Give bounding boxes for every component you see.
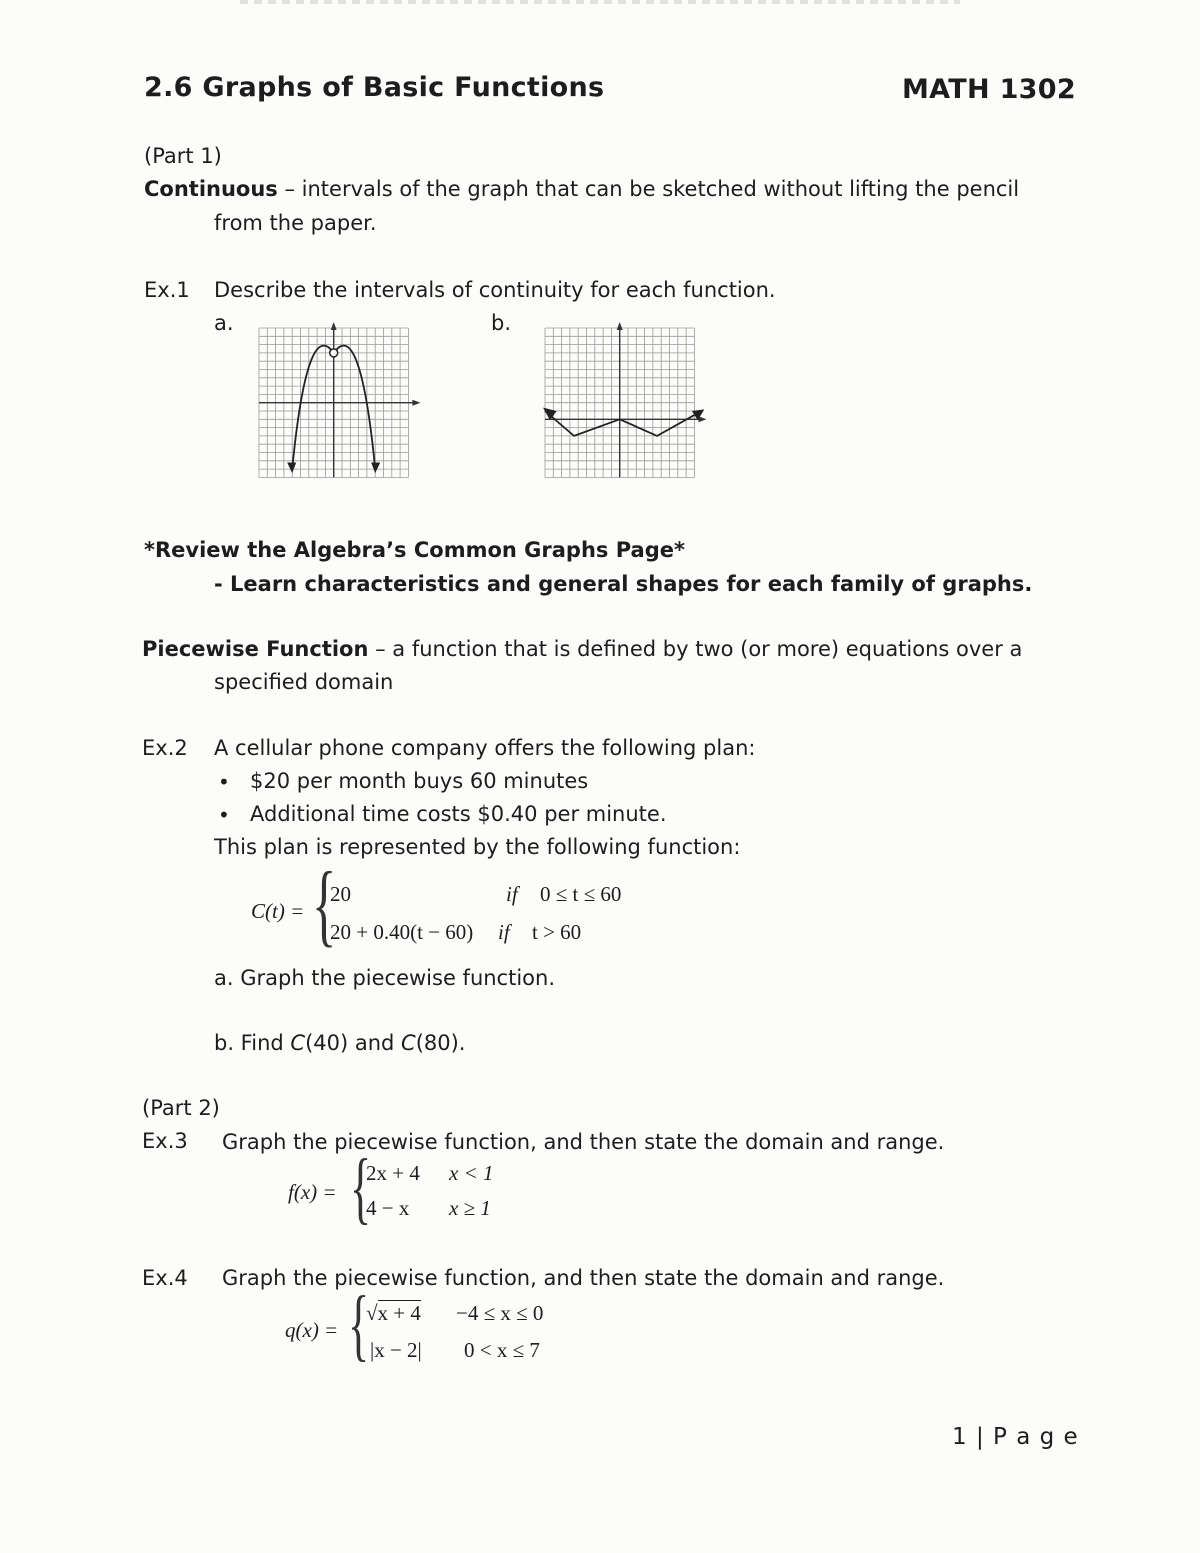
continuous-def-line1: – intervals of the graph that can be sketched without lifting the pencil	[277, 177, 1020, 201]
page-separator: |	[967, 1424, 994, 1450]
piecewise-def-line2: specified domain	[214, 670, 394, 694]
open-circle-icon	[330, 349, 338, 357]
ex2-bullet-1: $20 per month buys 60 minutes	[250, 769, 589, 793]
ex2-case2-if: if	[498, 920, 510, 944]
x-axis-arrow-icon	[412, 400, 420, 406]
piecewise-term: Piecewise Function	[142, 637, 369, 661]
continuous-definition	[144, 177, 1019, 201]
ex2-case1-expr: 20	[330, 882, 351, 906]
ex1-label: Ex.1	[144, 278, 190, 302]
ex2-part-a: a. Graph the piecewise function.	[214, 966, 556, 990]
ex4-function-lhs: q(x) =	[285, 1318, 339, 1342]
part2-label: (Part 2)	[142, 1096, 220, 1120]
ex2-case2-cond: t > 60	[532, 920, 582, 944]
ex2-part-b-post: (80).	[415, 1031, 466, 1055]
course-code: MATH 1302	[902, 74, 1076, 105]
ex4-text: Graph the piecewise function, and then state the domain and range.	[222, 1266, 945, 1290]
ex4-case2-cond: 0 < x ≤ 7	[464, 1338, 540, 1362]
page-title: 2.6 Graphs of Basic Functions	[144, 72, 605, 103]
bullet-dot: •	[218, 770, 230, 794]
y-axis-arrow-icon	[617, 322, 623, 330]
arrow-down-icon	[371, 462, 380, 473]
ex2-function-lhs: C(t) =	[251, 899, 305, 923]
ex4-case1	[366, 1301, 421, 1326]
piecewise-definition	[142, 637, 1022, 661]
ex2-text: A cellular phone company offers the following plan:	[214, 736, 756, 760]
ex2-part-b-mid: (40) and	[305, 1031, 402, 1055]
ex1-graph-b	[538, 312, 713, 492]
ex3-label: Ex.3	[142, 1129, 188, 1153]
ex4-case1-expr: x + 4	[377, 1301, 421, 1325]
ex1-a-label: a.	[214, 311, 234, 335]
page-footer	[952, 1424, 1079, 1450]
ex2-label: Ex.2	[142, 736, 188, 760]
ex3-case2-expr: 4 − x	[366, 1196, 410, 1220]
ex2-brace: {	[312, 853, 337, 955]
ex3-case2-cond: x ≥ 1	[449, 1196, 491, 1220]
ex3-function-lhs: f(x) =	[288, 1180, 337, 1204]
page-number: 1	[952, 1424, 968, 1450]
arrow-down-icon	[287, 462, 296, 473]
part1-label: (Part 1)	[144, 144, 222, 168]
zigzag-line	[545, 411, 699, 436]
piecewise-def-line1: – a function that is defined by two (or more) equations over a	[368, 637, 1023, 661]
ex1-b-label: b.	[491, 311, 512, 335]
ex1-text: Describe the intervals of continuity for each function.	[214, 278, 776, 302]
page-word: P a g e	[993, 1424, 1079, 1450]
ex4-case1-cond: −4 ≤ x ≤ 0	[456, 1301, 544, 1325]
radical-sign-icon: √	[366, 1301, 378, 1325]
ex3-text: Graph the piecewise function, and then state the domain and range.	[222, 1130, 945, 1154]
ex2-part-b	[214, 1031, 466, 1055]
ex3-case1-cond: x < 1	[449, 1161, 494, 1185]
ex2-case1-cond: 0 ≤ t ≤ 60	[540, 882, 622, 906]
ex4-case2-expr: |x − 2|	[370, 1338, 422, 1362]
ex2-plan-text: This plan is represented by the following function:	[214, 835, 741, 859]
ex2-bullet-2: Additional time costs $0.40 per minute.	[250, 802, 667, 826]
continuous-def-line2: from the paper.	[214, 211, 377, 235]
x-axis-arrow-icon	[698, 416, 706, 422]
ex4-brace: {	[348, 1281, 370, 1369]
ex2-part-b-pre: b. Find	[214, 1031, 291, 1055]
ex4-label: Ex.4	[142, 1266, 188, 1290]
y-axis-arrow-icon	[331, 322, 337, 330]
ex2-case1-if: if	[506, 882, 518, 906]
ex2-part-b-c2: C	[401, 1031, 416, 1055]
scan-artifact	[240, 0, 960, 4]
ex2-part-b-c1: C	[290, 1031, 306, 1055]
bullet-dot: •	[218, 803, 230, 827]
continuous-term: Continuous	[144, 177, 278, 201]
review-note: *Review the Algebra’s Common Graphs Page*	[144, 538, 685, 562]
ex3-case1-expr: 2x + 4	[366, 1161, 420, 1185]
ex1-graph-a	[252, 312, 427, 492]
ex2-case2-expr: 20 + 0.40(t − 60)	[330, 920, 474, 944]
review-subnote: - Learn characteristics and general shapes for each family of graphs.	[214, 572, 1033, 596]
ex3-brace: {	[350, 1144, 372, 1232]
